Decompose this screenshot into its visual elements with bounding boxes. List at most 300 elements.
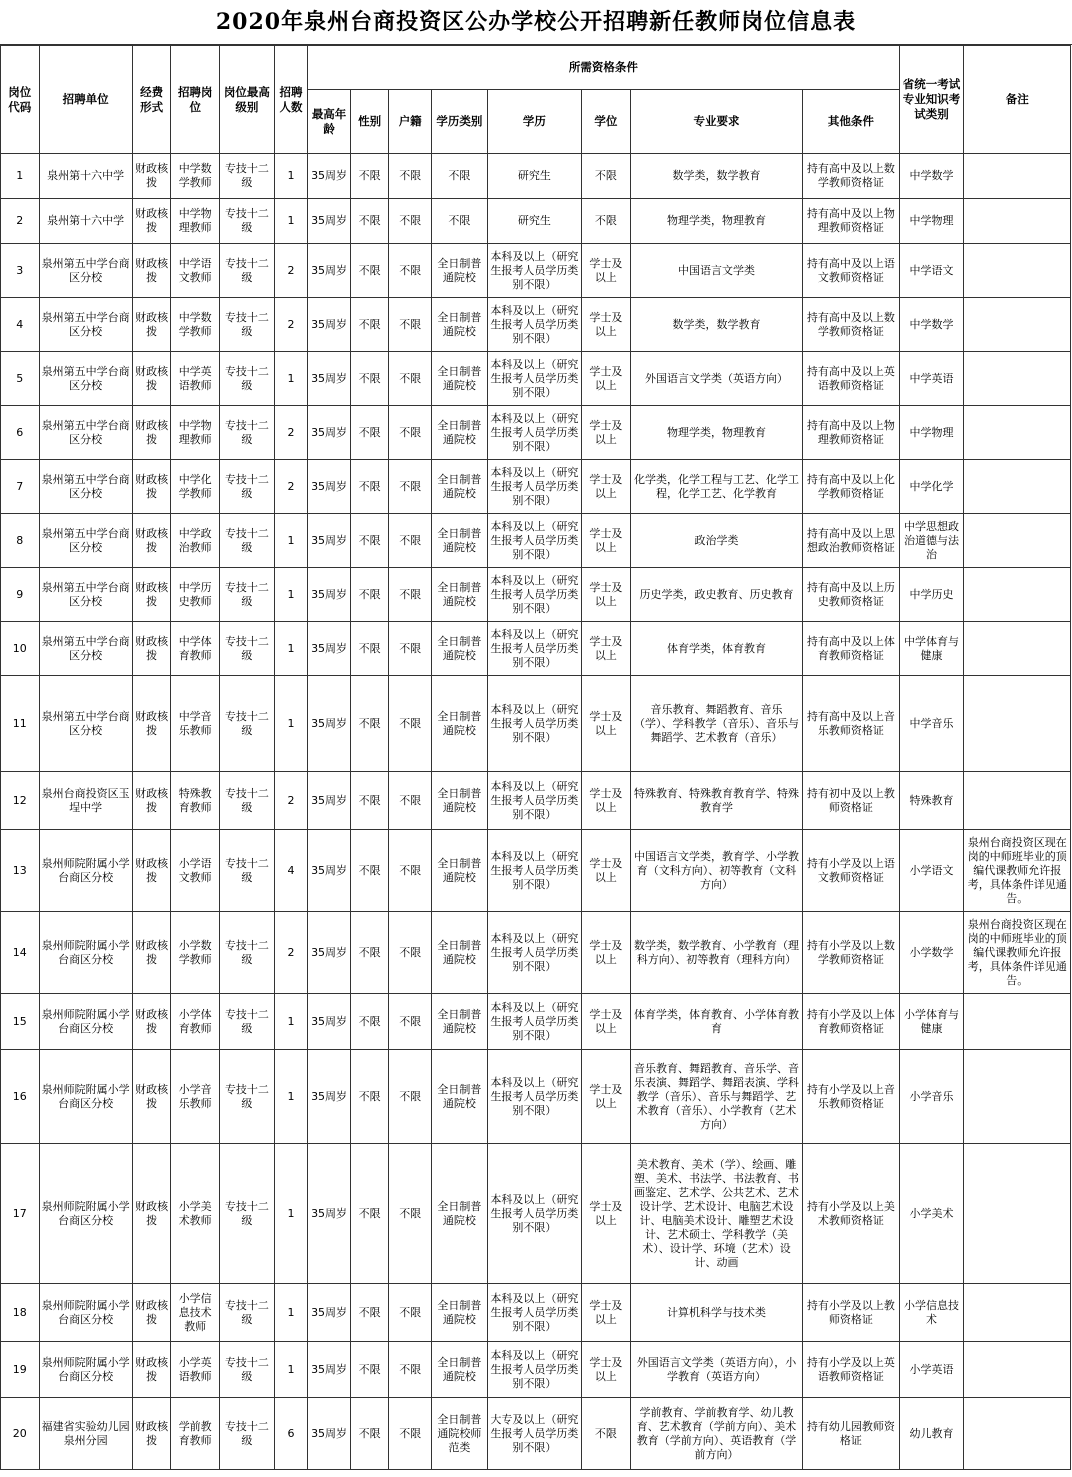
cell-other: 持有高中及以上历史教师资格证 xyxy=(803,568,899,622)
cell-code: 20 xyxy=(1,1398,40,1470)
cell-position: 中学体育教师 xyxy=(171,622,220,676)
cell-hukou: 不限 xyxy=(389,1398,432,1470)
cell-max-age: 35周岁 xyxy=(308,1398,351,1470)
cell-gender: 不限 xyxy=(350,199,389,244)
cell-unit: 泉州师院附属小学台商区分校 xyxy=(39,830,132,912)
cell-max-age: 35周岁 xyxy=(308,676,351,772)
cell-gender: 不限 xyxy=(350,1050,389,1144)
cell-code: 14 xyxy=(1,912,40,994)
cell-remarks xyxy=(964,199,1071,244)
cell-edu-type: 全日制普通院校 xyxy=(431,460,487,514)
cell-edu-type: 全日制普通院校师范类 xyxy=(431,1398,487,1470)
cell-hukou: 不限 xyxy=(389,244,432,298)
cell-count: 1 xyxy=(274,1144,307,1284)
cell-max-age: 35周岁 xyxy=(308,406,351,460)
cell-max-age: 35周岁 xyxy=(308,912,351,994)
cell-major: 特殊教育、特殊教育教育学、特殊教育学 xyxy=(630,772,802,830)
cell-other: 持有小学及以上英语教师资格证 xyxy=(803,1342,899,1398)
cell-funding: 财政核拨 xyxy=(132,1398,171,1470)
cell-education: 本科及以上（研究生报考人员学历类别不限） xyxy=(487,568,581,622)
cell-exam: 小学信息技术 xyxy=(899,1284,964,1342)
cell-count: 1 xyxy=(274,1050,307,1144)
cell-edu-type: 全日制普通院校 xyxy=(431,244,487,298)
cell-major: 体育学类，体育教育 xyxy=(630,622,802,676)
cell-exam: 中学语文 xyxy=(899,244,964,298)
cell-remarks xyxy=(964,244,1071,298)
cell-position: 中学英语教师 xyxy=(171,352,220,406)
cell-remarks xyxy=(964,298,1071,352)
table-row xyxy=(1,1342,1071,1398)
cell-unit: 泉州第五中学台商区分校 xyxy=(39,514,132,568)
cell-unit: 泉州第十六中学 xyxy=(39,154,132,199)
cell-other: 持有高中及以上数学教师资格证 xyxy=(803,298,899,352)
cell-hukou: 不限 xyxy=(389,199,432,244)
cell-degree: 学士及以上 xyxy=(582,1144,631,1284)
cell-exam: 中学化学 xyxy=(899,460,964,514)
cell-hukou: 不限 xyxy=(389,772,432,830)
cell-remarks: 泉州台商投资区现在岗的中师班毕业的顶编代课教师允许报考，具体条件详见通告。 xyxy=(964,912,1071,994)
cell-hukou: 不限 xyxy=(389,912,432,994)
table-row xyxy=(1,154,1071,199)
cell-exam: 小学数学 xyxy=(899,912,964,994)
cell-unit: 泉州师院附属小学台商区分校 xyxy=(39,1284,132,1342)
cell-count: 6 xyxy=(274,1398,307,1470)
cell-hukou: 不限 xyxy=(389,676,432,772)
cell-other: 持有初中及以上教师资格证 xyxy=(803,772,899,830)
cell-max-age: 35周岁 xyxy=(308,622,351,676)
cell-unit: 泉州第五中学台商区分校 xyxy=(39,298,132,352)
cell-count: 4 xyxy=(274,830,307,912)
cell-remarks: 泉州台商投资区现在岗的中师班毕业的顶编代课教师允许报考，具体条件详见通告。 xyxy=(964,830,1071,912)
cell-major: 数学类，数学教育 xyxy=(630,154,802,199)
cell-max-age: 35周岁 xyxy=(308,1050,351,1144)
cell-other: 持有小学及以上数学教师资格证 xyxy=(803,912,899,994)
cell-degree: 学士及以上 xyxy=(582,406,631,460)
cell-position: 小学英语教师 xyxy=(171,1342,220,1398)
cell-code: 16 xyxy=(1,1050,40,1144)
cell-degree: 学士及以上 xyxy=(582,994,631,1050)
cell-other: 持有小学及以上教师资格证 xyxy=(803,1284,899,1342)
cell-count: 1 xyxy=(274,352,307,406)
cell-exam: 中学音乐 xyxy=(899,676,964,772)
cell-funding: 财政核拨 xyxy=(132,1144,171,1284)
table-row xyxy=(1,1398,1071,1470)
cell-degree: 不限 xyxy=(582,154,631,199)
cell-hukou: 不限 xyxy=(389,994,432,1050)
cell-degree: 学士及以上 xyxy=(582,460,631,514)
header-exam: 省统一考试专业知识考试类别 xyxy=(899,46,964,154)
cell-count: 1 xyxy=(274,676,307,772)
cell-level: 专技十二级 xyxy=(220,460,275,514)
cell-funding: 财政核拨 xyxy=(132,1284,171,1342)
cell-code: 15 xyxy=(1,994,40,1050)
cell-major: 物理学类，物理教育 xyxy=(630,406,802,460)
cell-gender: 不限 xyxy=(350,244,389,298)
cell-remarks xyxy=(964,676,1071,772)
cell-position: 中学数学教师 xyxy=(171,298,220,352)
cell-hukou: 不限 xyxy=(389,830,432,912)
cell-edu-type: 全日制普通院校 xyxy=(431,676,487,772)
cell-exam: 小学音乐 xyxy=(899,1050,964,1144)
cell-remarks xyxy=(964,514,1071,568)
header-position: 招聘岗位 xyxy=(171,46,220,154)
cell-level: 专技十二级 xyxy=(220,352,275,406)
cell-edu-type: 不限 xyxy=(431,154,487,199)
cell-code: 19 xyxy=(1,1342,40,1398)
cell-other: 持有高中及以上物理教师资格证 xyxy=(803,199,899,244)
cell-degree: 学士及以上 xyxy=(582,568,631,622)
cell-exam: 中学英语 xyxy=(899,352,964,406)
cell-remarks xyxy=(964,1144,1071,1284)
cell-max-age: 35周岁 xyxy=(308,1284,351,1342)
cell-level: 专技十二级 xyxy=(220,994,275,1050)
cell-exam: 中学体育与健康 xyxy=(899,622,964,676)
cell-other: 持有高中及以上数学教师资格证 xyxy=(803,154,899,199)
cell-other: 持有小学及以上美术教师资格证 xyxy=(803,1144,899,1284)
cell-funding: 财政核拨 xyxy=(132,199,171,244)
cell-gender: 不限 xyxy=(350,154,389,199)
cell-major: 音乐教育、舞蹈教育、音乐学、音乐表演、舞蹈学、舞蹈表演、学科教学（音乐）、音乐与舞蹈学、艺术教育（音乐）、小学教育（艺术方向） xyxy=(630,1050,802,1144)
header-other: 其他条件 xyxy=(803,90,899,154)
cell-major: 计算机科学与技术类 xyxy=(630,1284,802,1342)
cell-unit: 泉州师院附属小学台商区分校 xyxy=(39,1144,132,1284)
cell-funding: 财政核拨 xyxy=(132,912,171,994)
cell-funding: 财政核拨 xyxy=(132,406,171,460)
cell-unit: 泉州第五中学台商区分校 xyxy=(39,244,132,298)
cell-edu-type: 全日制普通院校 xyxy=(431,622,487,676)
cell-max-age: 35周岁 xyxy=(308,199,351,244)
cell-remarks xyxy=(964,568,1071,622)
cell-education: 本科及以上（研究生报考人员学历类别不限） xyxy=(487,352,581,406)
cell-level: 专技十二级 xyxy=(220,154,275,199)
cell-level: 专技十二级 xyxy=(220,298,275,352)
cell-hukou: 不限 xyxy=(389,298,432,352)
cell-education: 本科及以上（研究生报考人员学历类别不限） xyxy=(487,298,581,352)
cell-edu-type: 全日制普通院校 xyxy=(431,1342,487,1398)
cell-level: 专技十二级 xyxy=(220,199,275,244)
cell-level: 专技十二级 xyxy=(220,514,275,568)
cell-education: 大专及以上（研究生报考人员学历类别不限） xyxy=(487,1398,581,1470)
cell-gender: 不限 xyxy=(350,622,389,676)
job-table xyxy=(0,45,1071,1470)
cell-hukou: 不限 xyxy=(389,352,432,406)
cell-gender: 不限 xyxy=(350,830,389,912)
header-qualifications: 所需资格条件 xyxy=(308,46,899,90)
cell-major: 化学类，化学工程与工艺、化学工程，化学工艺、化学教育 xyxy=(630,460,802,514)
cell-major: 外国语言文学类（英语方向），小学教育（英语方向） xyxy=(630,1342,802,1398)
cell-position: 中学语文教师 xyxy=(171,244,220,298)
cell-code: 3 xyxy=(1,244,40,298)
table-row xyxy=(1,830,1071,912)
cell-major: 学前教育、学前教育学、幼儿教育、艺术教育（学前方向）、美术教育（学前方向）、英语教育（学前方向） xyxy=(630,1398,802,1470)
cell-code: 11 xyxy=(1,676,40,772)
cell-major: 政治学类 xyxy=(630,514,802,568)
cell-edu-type: 全日制普通院校 xyxy=(431,298,487,352)
cell-code: 9 xyxy=(1,568,40,622)
cell-unit: 泉州师院附属小学台商区分校 xyxy=(39,994,132,1050)
cell-degree: 学士及以上 xyxy=(582,912,631,994)
cell-hukou: 不限 xyxy=(389,460,432,514)
cell-max-age: 35周岁 xyxy=(308,1342,351,1398)
cell-gender: 不限 xyxy=(350,1398,389,1470)
table-row xyxy=(1,912,1071,994)
cell-gender: 不限 xyxy=(350,1342,389,1398)
cell-exam: 小学英语 xyxy=(899,1342,964,1398)
cell-max-age: 35周岁 xyxy=(308,352,351,406)
cell-count: 2 xyxy=(274,406,307,460)
cell-other: 持有高中及以上语文教师资格证 xyxy=(803,244,899,298)
table-row xyxy=(1,676,1071,772)
cell-gender: 不限 xyxy=(350,994,389,1050)
cell-gender: 不限 xyxy=(350,514,389,568)
cell-unit: 泉州第五中学台商区分校 xyxy=(39,406,132,460)
cell-other: 持有高中及以上体育教师资格证 xyxy=(803,622,899,676)
cell-unit: 泉州第五中学台商区分校 xyxy=(39,352,132,406)
cell-position: 小学体育教师 xyxy=(171,994,220,1050)
cell-gender: 不限 xyxy=(350,772,389,830)
cell-remarks xyxy=(964,1342,1071,1398)
cell-major: 体育学类，体育教育、小学体育教育 xyxy=(630,994,802,1050)
cell-exam: 中学数学 xyxy=(899,154,964,199)
cell-remarks xyxy=(964,772,1071,830)
cell-count: 1 xyxy=(274,994,307,1050)
cell-code: 10 xyxy=(1,622,40,676)
header-major: 专业要求 xyxy=(630,90,802,154)
cell-gender: 不限 xyxy=(350,912,389,994)
header-max-age: 最高年龄 xyxy=(308,90,351,154)
cell-count: 2 xyxy=(274,912,307,994)
cell-degree: 学士及以上 xyxy=(582,622,631,676)
cell-exam: 特殊教育 xyxy=(899,772,964,830)
cell-funding: 财政核拨 xyxy=(132,772,171,830)
cell-position: 中学音乐教师 xyxy=(171,676,220,772)
cell-unit: 泉州第五中学台商区分校 xyxy=(39,460,132,514)
cell-position: 学前教育教师 xyxy=(171,1398,220,1470)
table-row xyxy=(1,772,1071,830)
cell-other: 持有小学及以上体育教师资格证 xyxy=(803,994,899,1050)
cell-other: 持有高中及以上思想政治教师资格证 xyxy=(803,514,899,568)
table-row xyxy=(1,199,1071,244)
cell-education: 本科及以上（研究生报考人员学历类别不限） xyxy=(487,676,581,772)
cell-hukou: 不限 xyxy=(389,1342,432,1398)
cell-max-age: 35周岁 xyxy=(308,772,351,830)
cell-gender: 不限 xyxy=(350,460,389,514)
table-row xyxy=(1,514,1071,568)
cell-level: 专技十二级 xyxy=(220,772,275,830)
cell-level: 专技十二级 xyxy=(220,1144,275,1284)
cell-code: 1 xyxy=(1,154,40,199)
cell-funding: 财政核拨 xyxy=(132,830,171,912)
cell-hukou: 不限 xyxy=(389,622,432,676)
cell-other: 持有高中及以上化学教师资格证 xyxy=(803,460,899,514)
cell-level: 专技十二级 xyxy=(220,622,275,676)
cell-position: 小学数学教师 xyxy=(171,912,220,994)
cell-major: 数学类，数学教育、小学教育（理科方向）、初等教育（理科方向） xyxy=(630,912,802,994)
header-remarks: 备注 xyxy=(964,46,1071,154)
cell-unit: 泉州第十六中学 xyxy=(39,199,132,244)
cell-count: 1 xyxy=(274,1342,307,1398)
cell-funding: 财政核拨 xyxy=(132,568,171,622)
cell-education: 本科及以上（研究生报考人员学历类别不限） xyxy=(487,244,581,298)
cell-gender: 不限 xyxy=(350,352,389,406)
table-row xyxy=(1,352,1071,406)
cell-count: 1 xyxy=(274,568,307,622)
cell-code: 18 xyxy=(1,1284,40,1342)
cell-edu-type: 全日制普通院校 xyxy=(431,514,487,568)
cell-education: 研究生 xyxy=(487,199,581,244)
cell-code: 6 xyxy=(1,406,40,460)
cell-edu-type: 全日制普通院校 xyxy=(431,1284,487,1342)
cell-major: 中国语言文学类，教育学、小学教育（文科方向）、初等教育（文科方向） xyxy=(630,830,802,912)
cell-level: 专技十二级 xyxy=(220,676,275,772)
cell-degree: 学士及以上 xyxy=(582,830,631,912)
cell-funding: 财政核拨 xyxy=(132,622,171,676)
cell-max-age: 35周岁 xyxy=(308,244,351,298)
cell-hukou: 不限 xyxy=(389,568,432,622)
cell-edu-type: 全日制普通院校 xyxy=(431,830,487,912)
cell-count: 1 xyxy=(274,1284,307,1342)
cell-remarks xyxy=(964,622,1071,676)
cell-max-age: 35周岁 xyxy=(308,568,351,622)
cell-exam: 小学体育与健康 xyxy=(899,994,964,1050)
cell-other: 持有高中及以上音乐教师资格证 xyxy=(803,676,899,772)
cell-education: 本科及以上（研究生报考人员学历类别不限） xyxy=(487,772,581,830)
cell-hukou: 不限 xyxy=(389,1284,432,1342)
cell-other: 持有高中及以上英语教师资格证 xyxy=(803,352,899,406)
cell-unit: 泉州师院附属小学台商区分校 xyxy=(39,912,132,994)
cell-gender: 不限 xyxy=(350,1144,389,1284)
table-row xyxy=(1,298,1071,352)
cell-education: 本科及以上（研究生报考人员学历类别不限） xyxy=(487,1050,581,1144)
cell-count: 1 xyxy=(274,199,307,244)
cell-code: 13 xyxy=(1,830,40,912)
cell-other: 持有小学及以上语文教师资格证 xyxy=(803,830,899,912)
cell-max-age: 35周岁 xyxy=(308,514,351,568)
cell-funding: 财政核拨 xyxy=(132,244,171,298)
cell-count: 2 xyxy=(274,772,307,830)
cell-degree: 学士及以上 xyxy=(582,676,631,772)
cell-max-age: 35周岁 xyxy=(308,994,351,1050)
cell-degree: 不限 xyxy=(582,1398,631,1470)
cell-gender: 不限 xyxy=(350,298,389,352)
cell-edu-type: 不限 xyxy=(431,199,487,244)
cell-gender: 不限 xyxy=(350,406,389,460)
cell-exam: 中学数学 xyxy=(899,298,964,352)
cell-code: 7 xyxy=(1,460,40,514)
cell-count: 2 xyxy=(274,244,307,298)
cell-education: 本科及以上（研究生报考人员学历类别不限） xyxy=(487,514,581,568)
cell-hukou: 不限 xyxy=(389,154,432,199)
cell-major: 历史学类，政史教育、历史教育 xyxy=(630,568,802,622)
cell-education: 本科及以上（研究生报考人员学历类别不限） xyxy=(487,460,581,514)
cell-education: 本科及以上（研究生报考人员学历类别不限） xyxy=(487,622,581,676)
cell-remarks xyxy=(964,406,1071,460)
cell-remarks xyxy=(964,460,1071,514)
cell-position: 中学数学教师 xyxy=(171,154,220,199)
cell-edu-type: 全日制普通院校 xyxy=(431,772,487,830)
cell-major: 音乐教育、舞蹈教育、音乐（学）、学科教学（音乐）、音乐与舞蹈学、艺术教育（音乐） xyxy=(630,676,802,772)
header-count: 招聘人数 xyxy=(274,46,307,154)
cell-degree: 学士及以上 xyxy=(582,1050,631,1144)
cell-max-age: 35周岁 xyxy=(308,830,351,912)
table-row xyxy=(1,244,1071,298)
cell-level: 专技十二级 xyxy=(220,1050,275,1144)
header-funding: 经费形式 xyxy=(132,46,171,154)
page-title: 2020年泉州台商投资区公办学校公开招聘新任教师岗位信息表 xyxy=(0,0,1072,45)
cell-exam: 小学语文 xyxy=(899,830,964,912)
cell-count: 2 xyxy=(274,460,307,514)
cell-gender: 不限 xyxy=(350,568,389,622)
cell-level: 专技十二级 xyxy=(220,1342,275,1398)
cell-code: 5 xyxy=(1,352,40,406)
cell-edu-type: 全日制普通院校 xyxy=(431,912,487,994)
cell-other: 持有幼儿园教师资格证 xyxy=(803,1398,899,1470)
header-code: 岗位代码 xyxy=(1,46,40,154)
cell-gender: 不限 xyxy=(350,676,389,772)
header-edu-type: 学历类别 xyxy=(431,90,487,154)
cell-major: 物理学类，物理教育 xyxy=(630,199,802,244)
cell-max-age: 35周岁 xyxy=(308,460,351,514)
cell-position: 小学音乐教师 xyxy=(171,1050,220,1144)
cell-other: 持有小学及以上音乐教师资格证 xyxy=(803,1050,899,1144)
cell-funding: 财政核拨 xyxy=(132,352,171,406)
cell-level: 专技十二级 xyxy=(220,406,275,460)
table-header xyxy=(1,46,1071,154)
cell-funding: 财政核拨 xyxy=(132,298,171,352)
cell-unit: 泉州第五中学台商区分校 xyxy=(39,622,132,676)
cell-degree: 不限 xyxy=(582,199,631,244)
cell-edu-type: 全日制普通院校 xyxy=(431,352,487,406)
cell-education: 本科及以上（研究生报考人员学历类别不限） xyxy=(487,830,581,912)
header-hukou: 户籍 xyxy=(389,90,432,154)
cell-position: 小学语文教师 xyxy=(171,830,220,912)
cell-degree: 学士及以上 xyxy=(582,298,631,352)
header-level: 岗位最高级别 xyxy=(220,46,275,154)
table-row xyxy=(1,1144,1071,1284)
table-row xyxy=(1,994,1071,1050)
cell-code: 12 xyxy=(1,772,40,830)
cell-level: 专技十二级 xyxy=(220,830,275,912)
cell-funding: 财政核拨 xyxy=(132,994,171,1050)
cell-funding: 财政核拨 xyxy=(132,676,171,772)
cell-degree: 学士及以上 xyxy=(582,514,631,568)
cell-edu-type: 全日制普通院校 xyxy=(431,1144,487,1284)
table-row xyxy=(1,460,1071,514)
cell-level: 专技十二级 xyxy=(220,244,275,298)
cell-remarks xyxy=(964,1050,1071,1144)
cell-exam: 中学历史 xyxy=(899,568,964,622)
cell-major: 数学类，数学教育 xyxy=(630,298,802,352)
cell-unit: 泉州第五中学台商区分校 xyxy=(39,568,132,622)
cell-position: 中学化学教师 xyxy=(171,460,220,514)
cell-unit: 福建省实验幼儿园泉州分园 xyxy=(39,1398,132,1470)
table-body xyxy=(1,154,1071,1470)
cell-max-age: 35周岁 xyxy=(308,298,351,352)
cell-education: 本科及以上（研究生报考人员学历类别不限） xyxy=(487,406,581,460)
cell-count: 1 xyxy=(274,154,307,199)
cell-code: 8 xyxy=(1,514,40,568)
cell-exam: 中学思想政治道德与法治 xyxy=(899,514,964,568)
cell-funding: 财政核拨 xyxy=(132,154,171,199)
cell-exam: 中学物理 xyxy=(899,199,964,244)
cell-code: 17 xyxy=(1,1144,40,1284)
cell-level: 专技十二级 xyxy=(220,1284,275,1342)
cell-degree: 学士及以上 xyxy=(582,352,631,406)
cell-remarks xyxy=(964,994,1071,1050)
cell-level: 专技十二级 xyxy=(220,568,275,622)
cell-position: 中学政治教师 xyxy=(171,514,220,568)
cell-count: 2 xyxy=(274,298,307,352)
